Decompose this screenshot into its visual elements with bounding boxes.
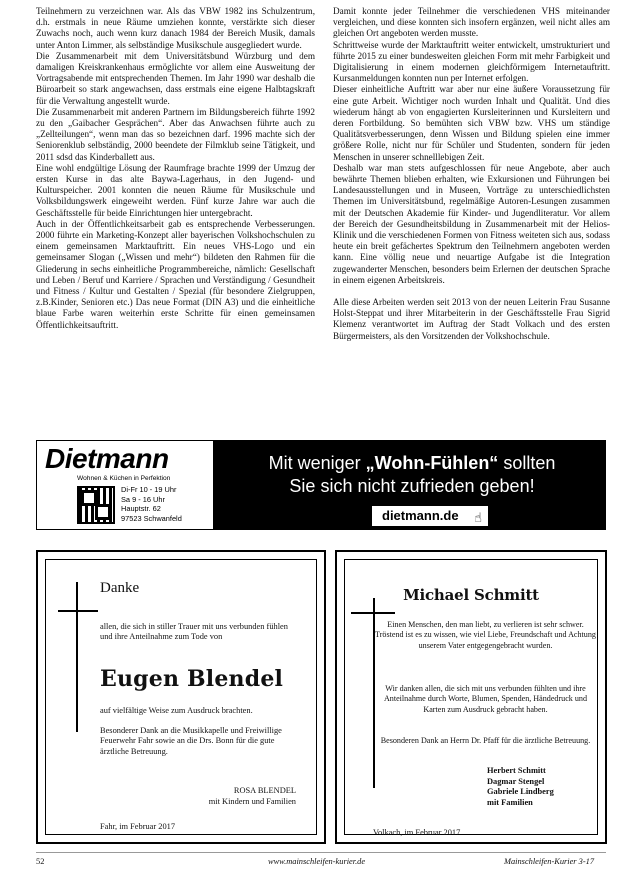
slogan-post: sollten — [498, 453, 556, 473]
article-left-column — [36, 6, 315, 331]
ad-hours-weekday: Di-Fr 10 - 19 Uhr — [121, 485, 177, 494]
obituary-title: Michael Schmitt — [403, 586, 539, 604]
ad-address-city: 97523 Schwanfeld — [121, 513, 182, 523]
signer-name: ROSA BLENDEL — [233, 786, 296, 795]
signer-name: Herbert Schmitt — [487, 766, 546, 775]
obituary-signature — [209, 786, 296, 808]
footer-issue: Mainschleifen-Kurier 3-17 — [504, 857, 595, 866]
slogan-pre: Mit weniger — [268, 453, 366, 473]
dietmann-logo: Dietmann — [45, 443, 169, 474]
paragraph: Teilnehmern zu verzeichnen war. Als das VBW 1982 ins Schulzentrum, d.h. erstmals in neue Räume umziehen konnte, verstärkte sich dieser Zuwachs noch, auch wenn kurz danach 1984 der Bereich Musik, damals unter Anton Limmer, als selbständige Musikschule ausgegliedert wurde. — [36, 6, 315, 50]
obituary-paragraph: Wir danken allen, die sich mit uns verbunden fühlten und ihre Anteilnahme durch Worte, Blumen, Spenden, Händedruck und Karten zum Ausdruck gebracht haben. — [383, 684, 588, 714]
ad-website-text: dietmann.de — [382, 508, 459, 523]
paragraph: Eine wohl endgültige Lösung der Raumfrage brachte 1999 der Umzug der ersten Kurse in das alte Baywa-Lagerhaus, in den Jugend- und Kulturspeicher. 2001 konnten die neuen Räume für Musikschule und Volksbildungswerk eingeweiht werden. Fünf kurze Jahre war auch die Geschäftsstelle für beide Einrichtungen hier untergebracht. — [36, 162, 315, 218]
article-right-column — [333, 6, 610, 342]
obituary-signature — [487, 766, 554, 808]
paragraph: Auch in der Öffentlichkeitsarbeit gab es entsprechende Verbesserungen. 2000 führte ein Marketing-Konzept aller bayerischen Volkshochschulen zu einem gemeinsamen Marktauftritt. Ein neues VHS-Logo und ein gemeinsamer Slogan („Wissen und mehr“) bildeten den Rahmen für die Gliederung in sechs einheitliche Programmbereiche, nämlich: Gesellschaft und Leben / Beruf und Karriere / Sprachen und Verständigung / Gesundheit und Fitness / Kultur und Gestalten / Spezial (für besondere Zielgruppen, z.B.Kinder, Senioren etc.) Das neue Format (DIN A3) und die einheitliche blaue Farbe waren weiterhin erste Schritte für einen gemeinsamen Öffentlichkeitsauftritt. — [36, 218, 315, 330]
deceased-name: Eugen Blendel — [100, 666, 284, 692]
paragraph: Die Zusammenarbeit mit dem Universitätsbund Würzburg und dem damaligen Kreiskrankenhaus ermöglichte vor allem eine Ausweitung der Vortragsabende mit entsprechenden Themen. Im Jahr 1990 war deshalb die Büroarbeit so stark angewachsen, dass erstmals eine eigene Halbtagskraft für die Verwaltung angestellt wurde. — [36, 50, 315, 106]
pointing-hand-icon: ☝ — [474, 510, 482, 525]
obituary-place-date: Fahr, im Februar 2017 — [100, 822, 176, 831]
paragraph: Damit konnte jeder Teilnehmer die verschiedenen VHS miteinander vergleichen, und diese konnten sich insofern ergänzen, weil nicht alles am gleichen Ort angeboten werden musste. — [333, 6, 610, 39]
signer-name: Gabriele Lindberg — [487, 787, 554, 797]
obituary-thanks: auf vielfältige Weise zum Ausdruck brachten. — [100, 706, 253, 715]
ad-slogan-line2: Sie sich nicht zufrieden geben! — [289, 476, 535, 496]
footer-rule — [36, 852, 606, 853]
ad-opening-hours — [121, 485, 182, 523]
obituary-title: Danke — [100, 580, 140, 596]
ad-address-street: Hauptstr. 62 — [121, 504, 161, 514]
ad-hours-saturday: Sa 9 - 16 Uhr — [121, 494, 165, 504]
dietmann-advertisement[interactable] — [36, 440, 606, 530]
cross-icon — [76, 582, 78, 732]
obituary-paragraph: Besonderen Dank an Herrn Dr. Pfaff für die ärztliche Betreuung. — [380, 736, 591, 745]
page-number: 52 — [36, 857, 45, 866]
paragraph: Schrittweise wurde der Marktauftritt weiter entwickelt, umstrukturiert und führte 2015 zu einer bundesweiten gleichen Form mit mehr Farbigkeit und Digitalisierung in einem modernen gleichförmigem Internetauftritt. Kursanmeldungen konnten nun per Internet erfolgen. — [333, 39, 610, 84]
footer-url[interactable]: www.mainschleifen-kurier.de — [268, 857, 366, 866]
paragraph: Alle diese Arbeiten werden seit 2013 von der neuen Leiterin Frau Susanne Holst-Steppat und ihrer Mitarbeiterin in der Geschäftsstelle Frau Sigrid Klemenz verantwortet im Auftrag der Stadt Volkach und des ersten Bürgermeisters, als den Vorsitzenden der Volkshochschule. — [333, 297, 610, 341]
qr-code-icon — [77, 486, 115, 524]
obituary-blendel — [36, 550, 326, 844]
cross-bar — [351, 612, 395, 614]
ad-slogan-line1 — [232, 452, 592, 475]
paragraph: Deshalb war man stets aufgeschlossen für neue Angebote, aber auch bewährte Themen blieben erhalten, wie Exkursionen und Führungen bei Landesausstellungen und in Museen, Vorträge zu unterschiedlichsten Themen im Universitätsbund, regelmäßige Autoren-Lesungen zusammen mit der Deutschen Akademie für Kinder- und Jugendliteratur. Vor allem der Bereich der Gesundheitsbildung in Zusammenarbeit mit der Helios-Klinik und die verschiedenen Formen von Fitness weiteten sich aus, sodass heute ein breit gefächertes Spektrum den Teilnehmern angeboten werden kann. Eine völlig neue und neuartige Aufgabe ist die Integration zugewanderter Menschen, besonders beim Erlernen der deutschen Sprache in einem eigenen Arbeitskreis. — [333, 162, 610, 285]
obituary-paragraph: Einen Menschen, den man liebt, zu verlieren ist sehr schwer. Tröstend ist es zu wissen, wie viel Liebe, Freundschaft und Achtung unserem Vater entgegengebracht wurden. — [375, 620, 596, 650]
signer-name: Dagmar Stengel — [487, 776, 545, 786]
obituary-inner-frame — [344, 559, 598, 835]
ad-slogan — [232, 452, 592, 498]
ad-brand-panel — [36, 440, 214, 530]
obituary-inner-frame — [45, 559, 317, 835]
obituary-place-date: Volkach, im Februar 2017 — [373, 828, 461, 837]
paragraph: Die Zusammenarbeit mit anderen Partnern im Bildungsbereich führte 1992 zu den „Gaibacher Gesprächen“. Aber das Anwachsen führte auch zu „Zellteilungen“, wenn man das so bezeichnen darf. 1996 machte sich der Seniorenklub selbständig, 2000 beendete der Filmklub seine Tätigkeit, und 2011 sdsd das Kinderballett aus. — [36, 106, 315, 162]
obituary-schmitt — [335, 550, 607, 844]
signer-sub: mit Kindern und Familien — [208, 796, 296, 806]
ad-website-link[interactable] — [372, 506, 488, 526]
slogan-bold: „Wohn-Fühlen“ — [365, 453, 499, 473]
paragraph: Dieser einheitliche Auftritt war aber nur eine äußere Voraussetzung für eine gute Arbeit. Wichtiger noch wurden Inhalt und Qualität. Und dies wiederum hängt ab von engagierten Kursleiterinnen und Kursleitern und deren Fortbildung. So bemühten sich VBW bzw. VHS um ständige Qualitätsverbesserungen, denn Wissen und Bildung spielen eine immer größere Rolle, nicht nur für Schüler und Studenten, sondern für jeden Menschen in unserer schnelllebigen Zeit. — [333, 84, 610, 162]
obituary-special-thanks: Besonderer Dank an die Musikkapelle und Freiwillige Feuerwehr Fahr sowie an die Drs. Bonn für die gute ärztliche Betreuung. — [100, 726, 282, 756]
obituary-intro: allen, die sich in stiller Trauer mit uns verbunden fühlen und ihre Anteilnahme zum Tode von — [100, 622, 288, 642]
cross-bar — [58, 610, 98, 612]
ad-tagline: Wohnen & Küchen in Perfektion — [77, 475, 171, 482]
signer-sub: mit Familien — [487, 797, 533, 807]
